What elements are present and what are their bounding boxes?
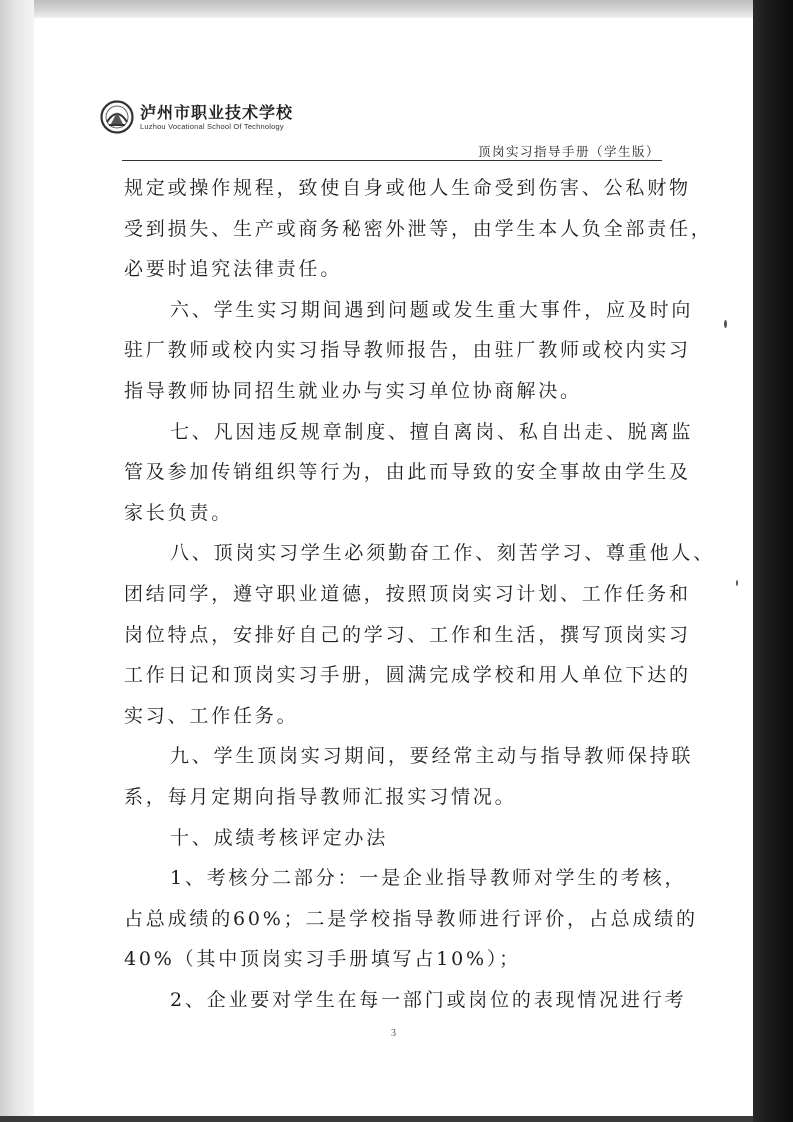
page-header	[100, 96, 660, 159]
text-line: 工作日记和顶岗实习手册，圆满完成学校和用人单位下达的	[124, 664, 691, 687]
scan-speck	[736, 580, 738, 586]
text-line: 受到损失、生产或商务秘密外泄等，由学生本人负全部责任，	[124, 217, 713, 240]
text-line: 2、企业要对学生在每一部门或岗位的表现情况进行考	[170, 988, 687, 1011]
scan-speck	[724, 320, 727, 328]
page-number: 3	[391, 1028, 396, 1039]
text-line: 规定或操作规程，致使自身或他人生命受到伤害、公私财物	[124, 177, 691, 199]
text-line: 系，每月定期向指导教师汇报实习情况。	[124, 785, 517, 808]
header-rule	[122, 160, 662, 161]
body-text	[124, 168, 716, 1020]
text-line: 40%（其中顶岗实习手册填写占10%）；	[124, 948, 521, 971]
text-line: 必要时追究法律责任。	[124, 258, 343, 281]
text-line: 八、顶岗实习学生必须勤奋工作、刻苦学习、尊重他人、	[170, 542, 716, 565]
text-line: 指导教师协同招生就业办与实习单位协商解决。	[124, 379, 582, 402]
text-line: 实习、工作任务。	[124, 704, 299, 727]
handbook-title: 顶岗实习指导手册（学生版）	[477, 144, 660, 159]
scan-border-left	[0, 0, 34, 1122]
document-page	[36, 20, 751, 1114]
text-line: 管及参加传销组织等行为，由此而导致的安全事故由学生及	[124, 461, 691, 484]
text-line: 团结同学，遵守职业道德，按照顶岗实习计划、工作任务和	[124, 582, 691, 605]
school-logo-icon	[100, 100, 134, 134]
text-line: 岗位特点，安排好自己的学习、工作和生活，撰写顶岗实习	[124, 623, 691, 646]
text-line: 十、成绩考核评定办法	[170, 826, 389, 849]
scan-border-right	[753, 0, 793, 1122]
text-line: 七、凡因违反规章制度、擅自离岗、私自出走、脱离监	[170, 420, 694, 443]
school-name: 泸州市职业技术学校	[140, 103, 294, 122]
text-line: 家长负责。	[124, 501, 234, 524]
text-line: 驻厂教师或校内实习指导教师报告，由驻厂教师或校内实习	[124, 339, 691, 362]
scan-border-bottom	[0, 1116, 753, 1122]
text-line: 六、学生实习期间遇到问题或发生重大事件，应及时向	[170, 298, 694, 321]
text-line: 1、考核分二部分：一是企业指导教师对学生的考核，	[170, 867, 687, 890]
school-name-english: Luzhou Vocational School Of Technology	[140, 122, 284, 131]
scan-border-top	[0, 0, 753, 18]
text-line: 九、学生顶岗实习期间，要经常主动与指导教师保持联	[170, 745, 694, 768]
text-line: 占总成绩的60%；二是学校指导教师进行评价，占总成绩的	[124, 907, 698, 930]
